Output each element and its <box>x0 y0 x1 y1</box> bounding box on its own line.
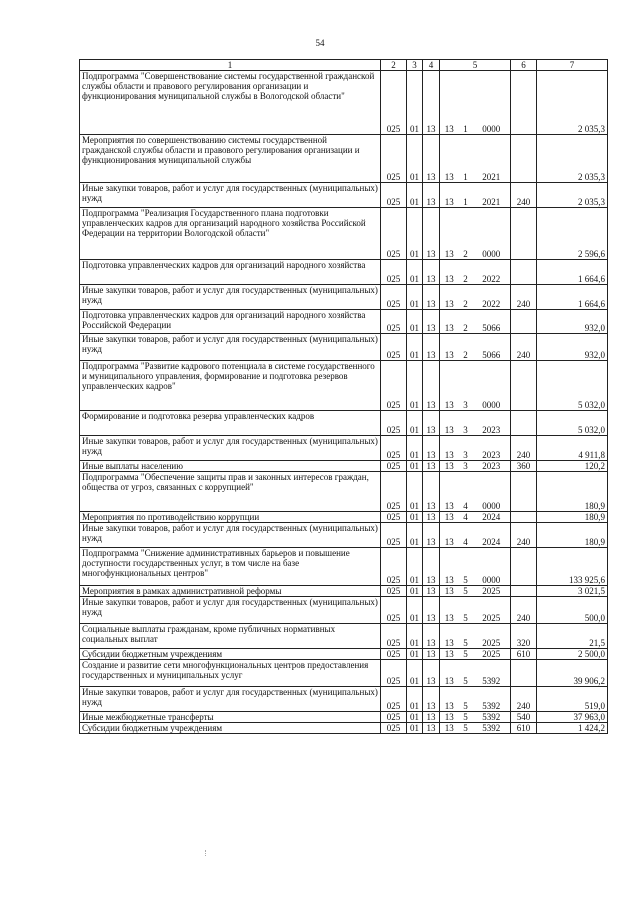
table-row <box>80 723 608 734</box>
row-ministry-code: 025 <box>381 649 407 660</box>
row-subprogram-code: 5 <box>459 624 473 649</box>
row-ministry-code: 025 <box>381 411 407 436</box>
row-name: Иные межбюджетные трансферты <box>80 712 381 723</box>
row-name: Подпрограмма "Развитие кадрового потенциала в системе государственного и муниципального управления, формирование и подготовка резервов управленческих кадров" <box>80 361 381 411</box>
table-row <box>80 135 608 183</box>
row-name: Мероприятия по противодействию коррупции <box>80 512 381 523</box>
row-subprogram-code: 5 <box>459 712 473 723</box>
row-amount: 120,2 <box>537 461 608 472</box>
row-subprogram-code: 5 <box>459 723 473 734</box>
row-program-code: 13 <box>440 523 459 548</box>
row-subprogram-code: 1 <box>459 183 473 208</box>
row-subprogram-code: 5 <box>459 687 473 712</box>
row-name: Субсидии бюджетным учреждениям <box>80 723 381 734</box>
row-name: Мероприятия в рамках административной реформы <box>80 586 381 597</box>
row-subprogram-code: 3 <box>459 361 473 411</box>
row-subsection-code: 13 <box>423 135 440 183</box>
row-section-code: 01 <box>407 649 423 660</box>
row-direction-code: 0000 <box>473 472 511 512</box>
row-direction-code: 0000 <box>473 71 511 135</box>
table-row <box>80 436 608 461</box>
row-expense-type: 240 <box>511 285 537 310</box>
row-expense-type <box>511 208 537 260</box>
row-direction-code: 5392 <box>473 660 511 687</box>
row-expense-type <box>511 472 537 512</box>
row-expense-type: 240 <box>511 687 537 712</box>
row-program-code: 13 <box>440 472 459 512</box>
row-ministry-code: 025 <box>381 183 407 208</box>
row-program-code: 13 <box>440 71 459 135</box>
header-col-1: 1 <box>80 60 381 71</box>
row-subsection-code: 13 <box>423 597 440 624</box>
row-subsection-code: 13 <box>423 523 440 548</box>
row-amount: 180,9 <box>537 472 608 512</box>
row-ministry-code: 025 <box>381 712 407 723</box>
row-subprogram-code: 3 <box>459 411 473 436</box>
row-amount: 5 032,0 <box>537 361 608 411</box>
row-amount: 37 963,0 <box>537 712 608 723</box>
row-section-code: 01 <box>407 624 423 649</box>
row-subprogram-code: 3 <box>459 461 473 472</box>
row-name: Субсидии бюджетным учреждениям <box>80 649 381 660</box>
row-subprogram-code: 1 <box>459 135 473 183</box>
row-direction-code: 0000 <box>473 548 511 586</box>
row-subprogram-code: 3 <box>459 436 473 461</box>
row-program-code: 13 <box>440 361 459 411</box>
row-name: Мероприятия по совершенствованию системы государственной гражданской службы области и правового регулирования организации и функционирования муниципальной службы <box>80 135 381 183</box>
row-program-code: 13 <box>440 723 459 734</box>
row-subsection-code: 13 <box>423 436 440 461</box>
table-row <box>80 712 608 723</box>
row-ministry-code: 025 <box>381 523 407 548</box>
row-program-code: 13 <box>440 660 459 687</box>
row-expense-type: 610 <box>511 723 537 734</box>
header-col-4: 4 <box>423 60 440 71</box>
table-row <box>80 208 608 260</box>
table-row <box>80 624 608 649</box>
row-expense-type: 610 <box>511 649 537 660</box>
row-expense-type: 240 <box>511 597 537 624</box>
row-amount: 4 911,8 <box>537 436 608 461</box>
row-amount: 2 035,3 <box>537 183 608 208</box>
page-number: 54 <box>315 38 325 48</box>
table-row <box>80 183 608 208</box>
row-amount: 21,5 <box>537 624 608 649</box>
row-subsection-code: 13 <box>423 548 440 586</box>
row-program-code: 13 <box>440 624 459 649</box>
row-subsection-code: 13 <box>423 512 440 523</box>
row-section-code: 01 <box>407 723 423 734</box>
row-section-code: 01 <box>407 135 423 183</box>
table-row <box>80 660 608 687</box>
row-name: Формирование и подготовка резерва управленческих кадров <box>80 411 381 436</box>
row-subprogram-code: 2 <box>459 260 473 285</box>
row-section-code: 01 <box>407 586 423 597</box>
row-expense-type: 240 <box>511 183 537 208</box>
row-section-code: 01 <box>407 411 423 436</box>
row-expense-type <box>511 260 537 285</box>
row-direction-code: 2023 <box>473 436 511 461</box>
row-subsection-code: 13 <box>423 723 440 734</box>
table-row <box>80 71 608 135</box>
row-name: Иные закупки товаров, работ и услуг для государственных (муниципальных) нужд <box>80 183 381 208</box>
row-name: Иные закупки товаров, работ и услуг для государственных (муниципальных) нужд <box>80 334 381 361</box>
budget-table <box>79 59 608 734</box>
row-subsection-code: 13 <box>423 461 440 472</box>
row-direction-code: 2024 <box>473 523 511 548</box>
row-section-code: 01 <box>407 208 423 260</box>
row-ministry-code: 025 <box>381 586 407 597</box>
row-subsection-code: 13 <box>423 586 440 597</box>
row-program-code: 13 <box>440 597 459 624</box>
row-ministry-code: 025 <box>381 548 407 586</box>
row-amount: 2 500,0 <box>537 649 608 660</box>
row-expense-type <box>511 135 537 183</box>
row-program-code: 13 <box>440 687 459 712</box>
row-ministry-code: 025 <box>381 310 407 334</box>
table-row <box>80 334 608 361</box>
header-col-7: 7 <box>537 60 608 71</box>
row-ministry-code: 025 <box>381 660 407 687</box>
header-col-5: 5 <box>440 60 511 71</box>
table-row <box>80 649 608 660</box>
row-subsection-code: 13 <box>423 183 440 208</box>
row-ministry-code: 025 <box>381 334 407 361</box>
row-amount: 2 035,3 <box>537 71 608 135</box>
row-expense-type <box>511 586 537 597</box>
row-ministry-code: 025 <box>381 436 407 461</box>
table-row <box>80 512 608 523</box>
row-ministry-code: 025 <box>381 597 407 624</box>
row-section-code: 01 <box>407 361 423 411</box>
row-amount: 2 035,3 <box>537 135 608 183</box>
row-amount: 39 906,2 <box>537 660 608 687</box>
row-program-code: 13 <box>440 310 459 334</box>
row-direction-code: 2022 <box>473 260 511 285</box>
row-name: Подпрограмма "Совершенствование системы государственной гражданской службы области и правового регулирования организации и функционирования муниципальной службы в Вологодской области" <box>80 71 381 135</box>
row-subprogram-code: 4 <box>459 512 473 523</box>
row-amount: 932,0 <box>537 310 608 334</box>
row-ministry-code: 025 <box>381 208 407 260</box>
row-subprogram-code: 5 <box>459 597 473 624</box>
row-section-code: 01 <box>407 512 423 523</box>
row-subprogram-code: 5 <box>459 649 473 660</box>
row-section-code: 01 <box>407 472 423 512</box>
row-subsection-code: 13 <box>423 310 440 334</box>
row-amount: 3 021,5 <box>537 586 608 597</box>
row-name: Подпрограмма "Обеспечение защиты прав и законных интересов граждан, общества от угроз, связанных с коррупцией" <box>80 472 381 512</box>
row-direction-code: 5392 <box>473 712 511 723</box>
row-subsection-code: 13 <box>423 660 440 687</box>
row-expense-type <box>511 71 537 135</box>
row-section-code: 01 <box>407 712 423 723</box>
row-name: Иные закупки товаров, работ и услуг для государственных (муниципальных) нужд <box>80 523 381 548</box>
row-section-code: 01 <box>407 334 423 361</box>
row-name: Иные закупки товаров, работ и услуг для государственных (муниципальных) нужд <box>80 285 381 310</box>
row-ministry-code: 025 <box>381 461 407 472</box>
row-subprogram-code: 4 <box>459 523 473 548</box>
row-amount: 500,0 <box>537 597 608 624</box>
row-program-code: 13 <box>440 334 459 361</box>
row-name: Иные закупки товаров, работ и услуг для государственных (муниципальных) нужд <box>80 687 381 712</box>
row-name: Социальные выплаты гражданам, кроме публичных нормативных социальных выплат <box>80 624 381 649</box>
row-ministry-code: 025 <box>381 624 407 649</box>
table-row <box>80 687 608 712</box>
row-section-code: 01 <box>407 660 423 687</box>
row-expense-type <box>511 361 537 411</box>
row-section-code: 01 <box>407 548 423 586</box>
row-section-code: 01 <box>407 260 423 285</box>
row-direction-code: 2025 <box>473 597 511 624</box>
row-amount: 1 424,2 <box>537 723 608 734</box>
row-program-code: 13 <box>440 461 459 472</box>
row-amount: 5 032,0 <box>537 411 608 436</box>
row-subsection-code: 13 <box>423 472 440 512</box>
row-direction-code: 2023 <box>473 411 511 436</box>
row-ministry-code: 025 <box>381 723 407 734</box>
row-subprogram-code: 2 <box>459 208 473 260</box>
table-row <box>80 586 608 597</box>
table-row <box>80 310 608 334</box>
row-ministry-code: 025 <box>381 135 407 183</box>
row-subsection-code: 13 <box>423 411 440 436</box>
row-section-code: 01 <box>407 461 423 472</box>
row-section-code: 01 <box>407 597 423 624</box>
row-amount: 1 664,6 <box>537 285 608 310</box>
row-amount: 2 596,6 <box>537 208 608 260</box>
row-expense-type: 240 <box>511 523 537 548</box>
table-row <box>80 260 608 285</box>
row-subsection-code: 13 <box>423 649 440 660</box>
row-direction-code: 5392 <box>473 723 511 734</box>
row-program-code: 13 <box>440 285 459 310</box>
row-name: Иные выплаты населению <box>80 461 381 472</box>
header-col-3: 3 <box>407 60 423 71</box>
row-subsection-code: 13 <box>423 334 440 361</box>
row-expense-type <box>511 548 537 586</box>
row-section-code: 01 <box>407 436 423 461</box>
row-program-code: 13 <box>440 436 459 461</box>
row-direction-code: 2023 <box>473 461 511 472</box>
row-program-code: 13 <box>440 512 459 523</box>
table-row <box>80 472 608 512</box>
row-subsection-code: 13 <box>423 361 440 411</box>
table-row <box>80 461 608 472</box>
row-subprogram-code: 2 <box>459 310 473 334</box>
row-program-code: 13 <box>440 135 459 183</box>
row-program-code: 13 <box>440 183 459 208</box>
row-subprogram-code: 4 <box>459 472 473 512</box>
row-expense-type <box>511 411 537 436</box>
row-direction-code: 2025 <box>473 586 511 597</box>
row-direction-code: 5066 <box>473 310 511 334</box>
table-row <box>80 548 608 586</box>
table-row <box>80 361 608 411</box>
row-amount: 932,0 <box>537 334 608 361</box>
row-ministry-code: 025 <box>381 361 407 411</box>
row-subprogram-code: 5 <box>459 660 473 687</box>
row-ministry-code: 025 <box>381 260 407 285</box>
row-program-code: 13 <box>440 586 459 597</box>
row-direction-code: 0000 <box>473 208 511 260</box>
row-subprogram-code: 2 <box>459 285 473 310</box>
row-ministry-code: 025 <box>381 687 407 712</box>
row-subsection-code: 13 <box>423 624 440 649</box>
row-direction-code: 2022 <box>473 285 511 310</box>
row-subsection-code: 13 <box>423 712 440 723</box>
row-subsection-code: 13 <box>423 687 440 712</box>
row-expense-type <box>511 310 537 334</box>
row-expense-type: 540 <box>511 712 537 723</box>
row-subsection-code: 13 <box>423 71 440 135</box>
row-name: Подпрограмма "Снижение административных барьеров и повышение доступности государственных услуг, в том числе на базе многофункциональных центров" <box>80 548 381 586</box>
row-name: Подготовка управленческих кадров для организаций народного хозяйства Российской Федерации <box>80 310 381 334</box>
row-direction-code: 2025 <box>473 649 511 660</box>
row-expense-type: 320 <box>511 624 537 649</box>
row-amount: 180,9 <box>537 523 608 548</box>
row-ministry-code: 025 <box>381 71 407 135</box>
row-program-code: 13 <box>440 208 459 260</box>
row-section-code: 01 <box>407 310 423 334</box>
table-row <box>80 411 608 436</box>
row-amount: 180,9 <box>537 512 608 523</box>
row-section-code: 01 <box>407 71 423 135</box>
row-subprogram-code: 5 <box>459 548 473 586</box>
table-row <box>80 285 608 310</box>
row-expense-type <box>511 512 537 523</box>
row-expense-type <box>511 660 537 687</box>
row-direction-code: 2025 <box>473 624 511 649</box>
row-subsection-code: 13 <box>423 208 440 260</box>
row-subsection-code: 13 <box>423 285 440 310</box>
row-direction-code: 5066 <box>473 334 511 361</box>
row-amount: 519,0 <box>537 687 608 712</box>
row-name: Иные закупки товаров, работ и услуг для государственных (муниципальных) нужд <box>80 597 381 624</box>
row-ministry-code: 025 <box>381 512 407 523</box>
row-ministry-code: 025 <box>381 472 407 512</box>
row-section-code: 01 <box>407 183 423 208</box>
row-section-code: 01 <box>407 523 423 548</box>
table-row <box>80 597 608 624</box>
table-row <box>80 523 608 548</box>
row-amount: 1 664,6 <box>537 260 608 285</box>
row-expense-type: 360 <box>511 461 537 472</box>
row-ministry-code: 025 <box>381 285 407 310</box>
header-col-2: 2 <box>381 60 407 71</box>
row-section-code: 01 <box>407 687 423 712</box>
row-direction-code: 2021 <box>473 183 511 208</box>
header-col-6: 6 <box>511 60 537 71</box>
row-name: Подготовка управленческих кадров для организаций народного хозяйства <box>80 260 381 285</box>
row-expense-type: 240 <box>511 334 537 361</box>
row-subsection-code: 13 <box>423 260 440 285</box>
table-body <box>80 71 608 734</box>
row-direction-code: 2024 <box>473 512 511 523</box>
row-name: Подпрограмма "Реализация Государственного плана подготовки управленческих кадров для организаций народного хозяйства Российской Федерации на территории Вологодской области" <box>80 208 381 260</box>
header-row <box>80 60 608 71</box>
row-program-code: 13 <box>440 411 459 436</box>
row-direction-code: 5392 <box>473 687 511 712</box>
row-subprogram-code: 2 <box>459 334 473 361</box>
row-amount: 133 925,6 <box>537 548 608 586</box>
row-section-code: 01 <box>407 285 423 310</box>
row-direction-code: 0000 <box>473 361 511 411</box>
row-program-code: 13 <box>440 548 459 586</box>
row-name: Иные закупки товаров, работ и услуг для государственных (муниципальных) нужд <box>80 436 381 461</box>
row-program-code: 13 <box>440 260 459 285</box>
row-direction-code: 2021 <box>473 135 511 183</box>
row-name: Создание и развитие сети многофункциональных центров предоставления государственных и муниципальных услуг <box>80 660 381 687</box>
row-program-code: 13 <box>440 712 459 723</box>
row-program-code: 13 <box>440 649 459 660</box>
row-subprogram-code: 5 <box>459 586 473 597</box>
row-expense-type: 240 <box>511 436 537 461</box>
scan-mark <box>205 850 207 856</box>
row-subprogram-code: 1 <box>459 71 473 135</box>
